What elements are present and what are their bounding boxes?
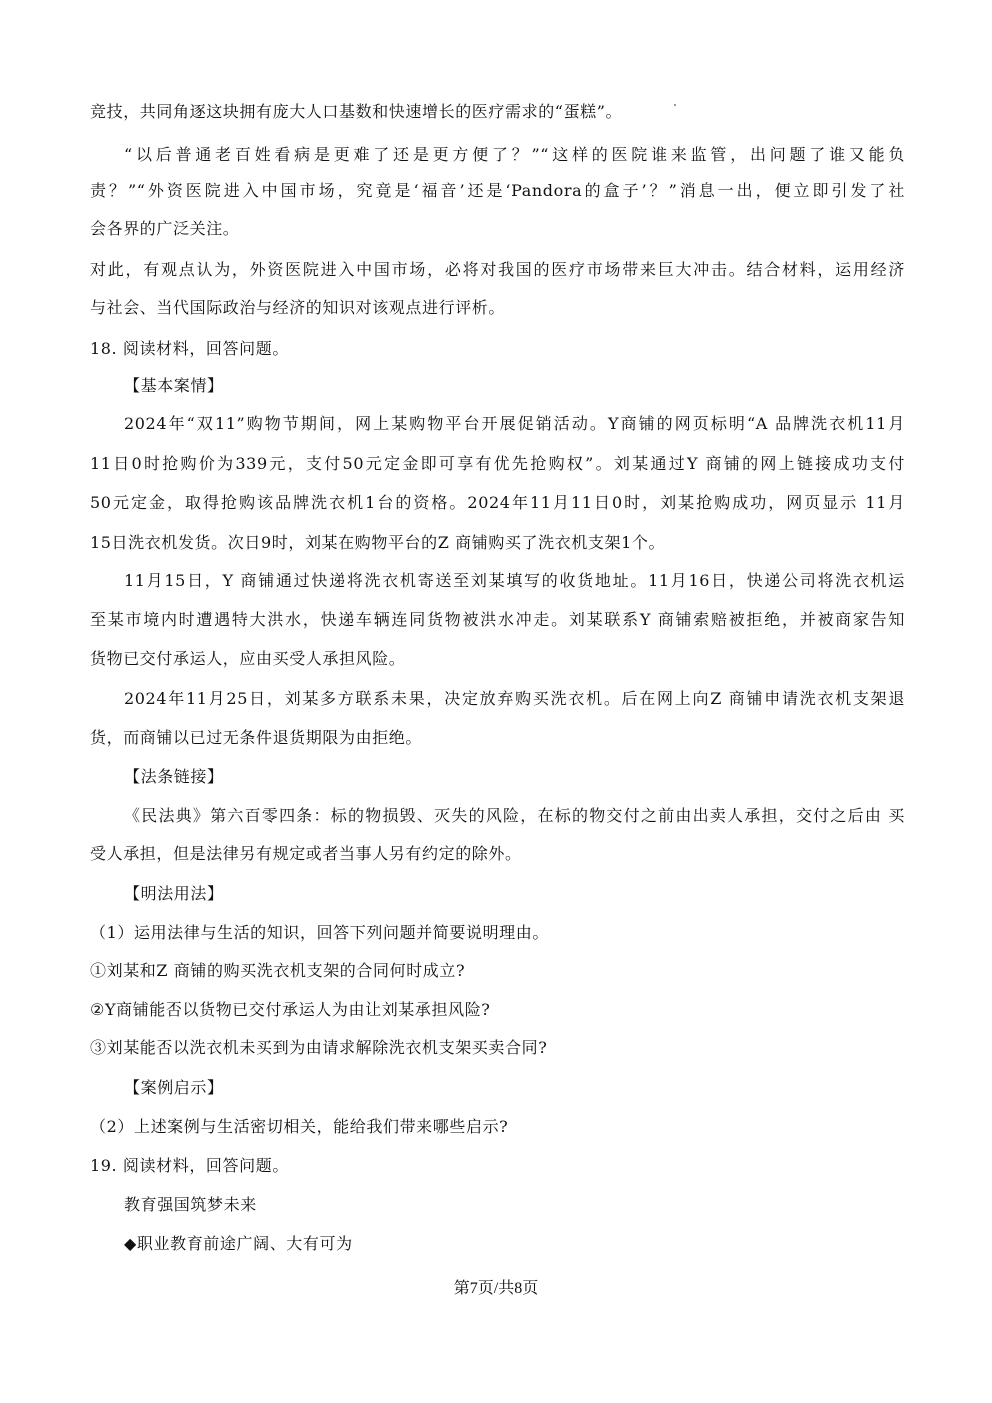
- text-line: 《民法典》第六百零四条：标的物损毁、灭失的风险，在标的物交付之前由出卖人承担，交付之后由 买: [124, 806, 905, 825]
- text-line: 与社会、当代国际政治与经济的知识对该观点进行评析。: [90, 298, 506, 317]
- text-line: 货，而商铺以已过无条件退货期限为由拒绝。: [90, 728, 423, 747]
- text-line: 会各界的广泛关注。: [90, 219, 240, 238]
- material-title: 教育强国筑梦未来: [124, 1195, 257, 1214]
- question-heading: 19. 阅读材料，回答问题。: [90, 1156, 289, 1175]
- question-line: （1）运用法律与生活的知识，回答下列问题并简要说明理由。: [90, 923, 549, 942]
- section-heading: 【基本案情】: [124, 376, 224, 395]
- text-line: 至某市境内时遭遇特大洪水，快递车辆连同货物被洪水冲走。刘某联系Y 商铺索赔被拒绝，并被商家告知: [90, 610, 905, 629]
- question-line: （2）上述案例与生活密切相关，能给我们带来哪些启示?: [90, 1117, 509, 1136]
- text-line: “以后普通老百姓看病是更难了还是更方便了？”“这样的医院谁来监管，出问题了谁又能负: [124, 145, 905, 164]
- question-line: ③刘某能否以洗衣机未买到为由请求解除洗衣机支架买卖合同?: [90, 1038, 548, 1057]
- text-line: 责？”“外资医院进入中国市场，究竟是‘福音’还是‘Pandora的盒子’？”消息一出，便立即引发了社: [90, 181, 905, 200]
- material-subtitle: ◆职业教育前途广阔、大有可为: [124, 1234, 353, 1253]
- text-line: 对此，有观点认为，外资医院进入中国市场，必将对我国的医疗市场带来巨大冲击。结合材料，运用经济: [90, 260, 905, 279]
- question-line: ②Y商铺能否以货物已交付承运人为由让刘某承担风险?: [90, 1000, 491, 1019]
- section-heading: 【法条链接】: [124, 767, 224, 786]
- text-line: 11日0时抢购价为339元，支付50元定金即可享有优先抢购权”。刘某通过Y 商铺的网上链接成功支付: [90, 454, 905, 473]
- question-heading: 18. 阅读材料，回答问题。: [90, 339, 289, 358]
- text-line: 50元定金，取得抢购该品牌洗衣机1台的资格。2024年11月11日0时，刘某抢购成功，网页显示 11月: [90, 493, 905, 512]
- text-line: 11月15日，Y 商铺通过快递将洗衣机寄送至刘某填写的收货地址。11月16日，快递公司将洗衣机运: [124, 571, 905, 590]
- text-line: 2024年11月25日，刘某多方联系未果，决定放弃购买洗衣机。后在网上向Z 商铺申请洗衣机支架退: [124, 689, 905, 708]
- section-heading: 【案例启示】: [124, 1078, 224, 1097]
- text-line: 15日洗衣机发货。次日9时，刘某在购物平台的Z 商铺购买了洗衣机支架1个。: [90, 533, 666, 552]
- text-line: 货物已交付承运人，应由买受人承担风险。: [90, 649, 406, 668]
- page-number: 第7页/共8页: [453, 1280, 539, 1297]
- text-line: 受人承担，但是法律另有规定或者当事人另有约定的除外。: [90, 844, 522, 863]
- text-line: 2024年“双11”购物节期间，网上某购物平台开展促销活动。Y商铺的网页标明“A 品牌洗衣机11月: [124, 414, 905, 433]
- text-line: 竞技，共同角逐这块拥有庞大人口基数和快速增长的医疗需求的“蛋糕”。: [90, 102, 623, 121]
- section-heading: 【明法用法】: [124, 884, 224, 903]
- question-line: ①刘某和Z 商铺的购买洗衣机支架的合同何时成立?: [90, 961, 466, 980]
